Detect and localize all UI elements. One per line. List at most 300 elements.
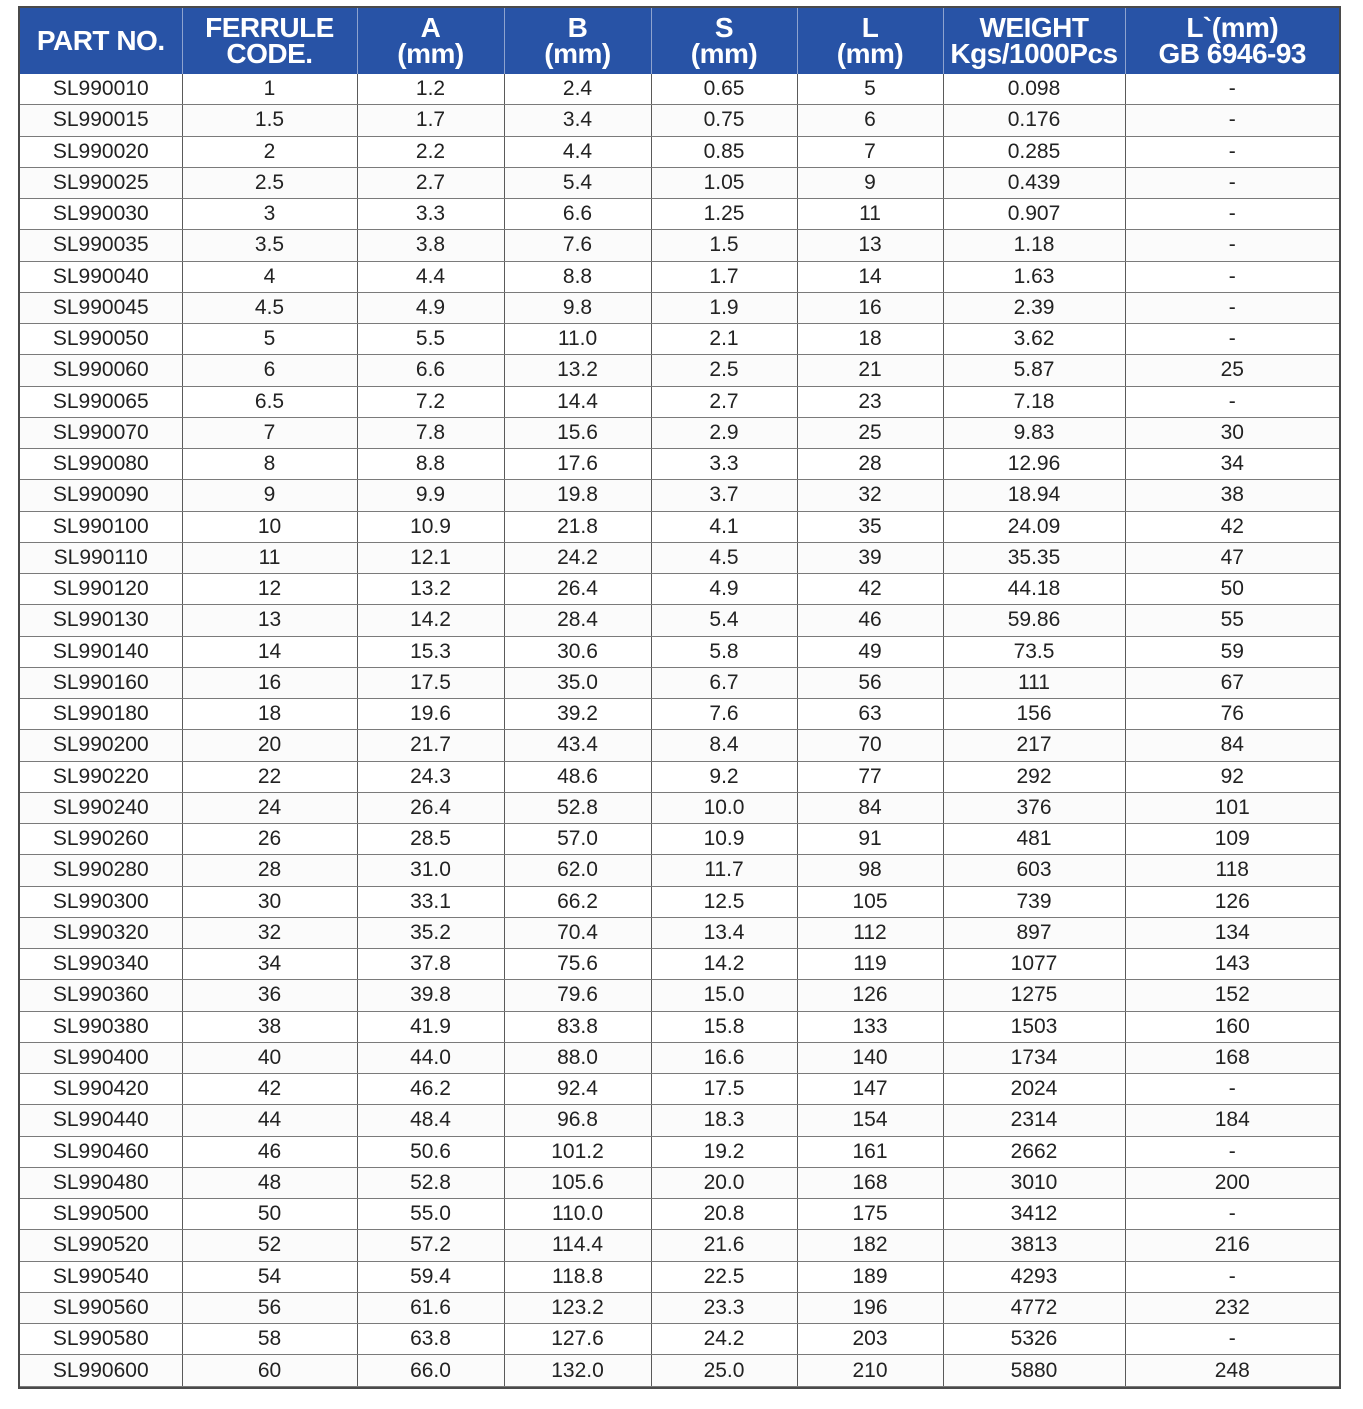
ferrule-code-cell: 5 <box>182 324 357 355</box>
part-no-cell: SL990010 <box>20 74 182 105</box>
b-cell: 110.0 <box>504 1199 651 1230</box>
table-row <box>20 574 1339 605</box>
weight-cell: 4772 <box>943 1292 1125 1323</box>
a-mm-header-line1: A <box>420 12 441 43</box>
a-cell: 24.3 <box>357 761 504 792</box>
l-mm-header-line2: (mm) <box>836 38 904 69</box>
table-row <box>20 74 1339 105</box>
l-prime-cell: 168 <box>1125 1042 1339 1073</box>
table-row <box>20 542 1339 573</box>
ferrule-code-cell: 42 <box>182 1074 357 1105</box>
s-cell: 2.1 <box>651 324 797 355</box>
l-prime-cell: - <box>1125 1136 1339 1167</box>
weight-cell: 5326 <box>943 1324 1125 1355</box>
s-cell: 4.1 <box>651 511 797 542</box>
table-row <box>20 1324 1339 1355</box>
l-cell: 16 <box>797 292 943 323</box>
weight-cell: 3412 <box>943 1199 1125 1230</box>
table-row <box>20 511 1339 542</box>
l-prime-cell: 34 <box>1125 449 1339 480</box>
ferrule-code-cell: 40 <box>182 1042 357 1073</box>
ferrule-code-cell: 18 <box>182 699 357 730</box>
l-prime-cell: 216 <box>1125 1230 1339 1261</box>
l-cell: 175 <box>797 1199 943 1230</box>
s-cell: 4.9 <box>651 574 797 605</box>
ferrule-code-cell: 4 <box>182 261 357 292</box>
table-row <box>20 1261 1339 1292</box>
s-cell: 1.05 <box>651 167 797 198</box>
table-row <box>20 292 1339 323</box>
table-row <box>20 1230 1339 1261</box>
part-no-cell: SL990065 <box>20 386 182 417</box>
l-cell: 56 <box>797 667 943 698</box>
l-cell: 203 <box>797 1324 943 1355</box>
l-cell: 11 <box>797 199 943 230</box>
ferrule-code-cell: 2.5 <box>182 167 357 198</box>
weight-cell: 1077 <box>943 949 1125 980</box>
a-cell: 41.9 <box>357 1011 504 1042</box>
weight-cell: 12.96 <box>943 449 1125 480</box>
ferrule-code-cell: 56 <box>182 1292 357 1323</box>
b-cell: 4.4 <box>504 136 651 167</box>
l-cell: 168 <box>797 1167 943 1198</box>
b-cell: 101.2 <box>504 1136 651 1167</box>
weight-cell: 897 <box>943 917 1125 948</box>
ferrule-code-cell: 60 <box>182 1355 357 1387</box>
l-cell: 63 <box>797 699 943 730</box>
s-cell: 2.7 <box>651 386 797 417</box>
table-row <box>20 230 1339 261</box>
ferrule-code-header <box>182 8 357 74</box>
l-prime-cell: 55 <box>1125 605 1339 636</box>
table-row <box>20 1011 1339 1042</box>
l-cell: 13 <box>797 230 943 261</box>
table-row <box>20 667 1339 698</box>
part-no-cell: SL990050 <box>20 324 182 355</box>
l-cell: 119 <box>797 949 943 980</box>
l-prime-cell: 160 <box>1125 1011 1339 1042</box>
part-no-cell: SL990060 <box>20 355 182 386</box>
table-row <box>20 1167 1339 1198</box>
b-cell: 52.8 <box>504 792 651 823</box>
l-prime-cell: 134 <box>1125 917 1339 948</box>
s-cell: 24.2 <box>651 1324 797 1355</box>
part-no-cell: SL990110 <box>20 542 182 573</box>
l-cell: 133 <box>797 1011 943 1042</box>
l-mm-header-line1: L <box>861 12 879 43</box>
l-cell: 189 <box>797 1261 943 1292</box>
a-cell: 1.2 <box>357 74 504 105</box>
a-cell: 31.0 <box>357 855 504 886</box>
l-cell: 32 <box>797 480 943 511</box>
part-no-cell: SL990380 <box>20 1011 182 1042</box>
part-no-cell: SL990140 <box>20 636 182 667</box>
table-header <box>20 8 1339 74</box>
weight-cell: 292 <box>943 761 1125 792</box>
s-cell: 20.8 <box>651 1199 797 1230</box>
l-cell: 42 <box>797 574 943 605</box>
ferrule-code-cell: 8 <box>182 449 357 480</box>
part-no-cell: SL990460 <box>20 1136 182 1167</box>
l-prime-cell: - <box>1125 261 1339 292</box>
l-prime-cell: 92 <box>1125 761 1339 792</box>
table-row <box>20 1136 1339 1167</box>
b-cell: 11.0 <box>504 324 651 355</box>
s-cell: 4.5 <box>651 542 797 573</box>
ferrule-spec-sheet <box>18 6 1341 1389</box>
ferrule-code-cell: 28 <box>182 855 357 886</box>
part-no-cell: SL990280 <box>20 855 182 886</box>
s-cell: 2.5 <box>651 355 797 386</box>
part-no-cell: SL990340 <box>20 949 182 980</box>
s-cell: 10.9 <box>651 824 797 855</box>
a-cell: 9.9 <box>357 480 504 511</box>
ferrule-code-header-line2: CODE. <box>226 38 313 69</box>
table-body <box>20 74 1339 1387</box>
a-cell: 61.6 <box>357 1292 504 1323</box>
part-no-cell: SL990045 <box>20 292 182 323</box>
ferrule-code-cell: 12 <box>182 574 357 605</box>
l-prime-cell: 232 <box>1125 1292 1339 1323</box>
l-cell: 6 <box>797 105 943 136</box>
table-row <box>20 1105 1339 1136</box>
weight-cell: 59.86 <box>943 605 1125 636</box>
table-row <box>20 792 1339 823</box>
weight-cell: 111 <box>943 667 1125 698</box>
table-row <box>20 386 1339 417</box>
s-cell: 22.5 <box>651 1261 797 1292</box>
a-cell: 37.8 <box>357 949 504 980</box>
l-prime-cell: 84 <box>1125 730 1339 761</box>
b-cell: 7.6 <box>504 230 651 261</box>
table-row <box>20 949 1339 980</box>
ferrule-code-cell: 24 <box>182 792 357 823</box>
a-cell: 7.2 <box>357 386 504 417</box>
weight-cell: 217 <box>943 730 1125 761</box>
b-cell: 88.0 <box>504 1042 651 1073</box>
table-row <box>20 199 1339 230</box>
ferrule-code-cell: 13 <box>182 605 357 636</box>
a-cell: 3.8 <box>357 230 504 261</box>
weight-cell: 1.18 <box>943 230 1125 261</box>
ferrule-code-cell: 46 <box>182 1136 357 1167</box>
ferrule-code-cell: 1.5 <box>182 105 357 136</box>
table-row <box>20 136 1339 167</box>
l-prime-cell: 50 <box>1125 574 1339 605</box>
l-cell: 14 <box>797 261 943 292</box>
weight-cell: 73.5 <box>943 636 1125 667</box>
l-mm-header <box>797 8 943 74</box>
part-no-cell: SL990070 <box>20 417 182 448</box>
a-cell: 10.9 <box>357 511 504 542</box>
table-row <box>20 1042 1339 1073</box>
s-cell: 14.2 <box>651 949 797 980</box>
a-cell: 28.5 <box>357 824 504 855</box>
weight-cell: 5.87 <box>943 355 1125 386</box>
weight-cell: 1.63 <box>943 261 1125 292</box>
l-prime-cell: 143 <box>1125 949 1339 980</box>
l-prime-cell: 109 <box>1125 824 1339 855</box>
s-cell: 6.7 <box>651 667 797 698</box>
s-cell: 0.75 <box>651 105 797 136</box>
weight-cell: 24.09 <box>943 511 1125 542</box>
a-cell: 50.6 <box>357 1136 504 1167</box>
b-cell: 105.6 <box>504 1167 651 1198</box>
part-no-cell: SL990360 <box>20 980 182 1011</box>
b-cell: 39.2 <box>504 699 651 730</box>
s-cell: 19.2 <box>651 1136 797 1167</box>
a-cell: 15.3 <box>357 636 504 667</box>
l-cell: 28 <box>797 449 943 480</box>
ferrule-code-cell: 10 <box>182 511 357 542</box>
a-cell: 17.5 <box>357 667 504 698</box>
l-cell: 140 <box>797 1042 943 1073</box>
ferrule-code-cell: 1 <box>182 74 357 105</box>
part-no-cell: SL990040 <box>20 261 182 292</box>
s-cell: 21.6 <box>651 1230 797 1261</box>
ferrule-code-cell: 7 <box>182 417 357 448</box>
l-prime-cell: - <box>1125 1324 1339 1355</box>
a-cell: 52.8 <box>357 1167 504 1198</box>
a-cell: 39.8 <box>357 980 504 1011</box>
l-prime-cell: 118 <box>1125 855 1339 886</box>
b-cell: 6.6 <box>504 199 651 230</box>
part-no-cell: SL990020 <box>20 136 182 167</box>
l-prime-cell: - <box>1125 292 1339 323</box>
s-cell: 0.85 <box>651 136 797 167</box>
part-no-cell: SL990100 <box>20 511 182 542</box>
ferrule-code-cell: 52 <box>182 1230 357 1261</box>
l-prime-cell: - <box>1125 74 1339 105</box>
l-prime-gb-header-line1: L`(mm) <box>1186 12 1279 43</box>
table-row <box>20 824 1339 855</box>
s-mm-header-line2: (mm) <box>690 38 758 69</box>
a-cell: 12.1 <box>357 542 504 573</box>
ferrule-code-cell: 3.5 <box>182 230 357 261</box>
a-cell: 57.2 <box>357 1230 504 1261</box>
ferrule-code-cell: 2 <box>182 136 357 167</box>
part-no-cell: SL990320 <box>20 917 182 948</box>
weight-header-line2: Kgs/1000Pcs <box>950 38 1118 69</box>
l-cell: 21 <box>797 355 943 386</box>
a-mm-header <box>357 8 504 74</box>
b-cell: 9.8 <box>504 292 651 323</box>
ferrule-code-cell: 44 <box>182 1105 357 1136</box>
l-prime-cell: 101 <box>1125 792 1339 823</box>
table-row <box>20 917 1339 948</box>
part-no-cell: SL990120 <box>20 574 182 605</box>
table-row <box>20 855 1339 886</box>
b-cell: 132.0 <box>504 1355 651 1387</box>
part-no-cell: SL990440 <box>20 1105 182 1136</box>
s-cell: 3.7 <box>651 480 797 511</box>
b-cell: 5.4 <box>504 167 651 198</box>
table-row <box>20 1292 1339 1323</box>
part-no-cell: SL990200 <box>20 730 182 761</box>
b-cell: 8.8 <box>504 261 651 292</box>
b-cell: 17.6 <box>504 449 651 480</box>
a-cell: 66.0 <box>357 1355 504 1387</box>
l-prime-cell: - <box>1125 1074 1339 1105</box>
l-cell: 18 <box>797 324 943 355</box>
weight-cell: 481 <box>943 824 1125 855</box>
weight-cell: 0.176 <box>943 105 1125 136</box>
a-cell: 63.8 <box>357 1324 504 1355</box>
a-cell: 48.4 <box>357 1105 504 1136</box>
a-cell: 4.4 <box>357 261 504 292</box>
b-cell: 35.0 <box>504 667 651 698</box>
weight-cell: 44.18 <box>943 574 1125 605</box>
s-mm-header-line1: S <box>714 12 734 43</box>
part-no-cell: SL990600 <box>20 1355 182 1387</box>
l-cell: 5 <box>797 74 943 105</box>
b-cell: 15.6 <box>504 417 651 448</box>
weight-cell: 156 <box>943 699 1125 730</box>
l-prime-cell: - <box>1125 167 1339 198</box>
s-cell: 8.4 <box>651 730 797 761</box>
l-prime-cell: 59 <box>1125 636 1339 667</box>
part-no-cell: SL990580 <box>20 1324 182 1355</box>
l-prime-cell: 67 <box>1125 667 1339 698</box>
l-prime-cell: 38 <box>1125 480 1339 511</box>
table-row <box>20 324 1339 355</box>
l-prime-gb-header-line2: GB 6946-93 <box>1158 38 1307 69</box>
part-no-cell: SL990130 <box>20 605 182 636</box>
a-cell: 2.7 <box>357 167 504 198</box>
part-no-cell: SL990480 <box>20 1167 182 1198</box>
ferrule-code-cell: 6.5 <box>182 386 357 417</box>
s-cell: 18.3 <box>651 1105 797 1136</box>
b-cell: 70.4 <box>504 917 651 948</box>
weight-cell: 376 <box>943 792 1125 823</box>
a-cell: 33.1 <box>357 886 504 917</box>
l-cell: 112 <box>797 917 943 948</box>
s-cell: 1.25 <box>651 199 797 230</box>
a-cell: 35.2 <box>357 917 504 948</box>
l-cell: 46 <box>797 605 943 636</box>
b-cell: 118.8 <box>504 1261 651 1292</box>
weight-cell: 0.439 <box>943 167 1125 198</box>
part-no-cell: SL990560 <box>20 1292 182 1323</box>
l-prime-cell: 184 <box>1125 1105 1339 1136</box>
ferrule-code-cell: 58 <box>182 1324 357 1355</box>
weight-cell: 0.098 <box>943 74 1125 105</box>
a-cell: 8.8 <box>357 449 504 480</box>
l-prime-gb-header <box>1125 8 1339 74</box>
b-cell: 62.0 <box>504 855 651 886</box>
table-row <box>20 105 1339 136</box>
a-cell: 59.4 <box>357 1261 504 1292</box>
part-no-cell: SL990160 <box>20 667 182 698</box>
table-row <box>20 417 1339 448</box>
a-cell: 19.6 <box>357 699 504 730</box>
l-prime-cell: - <box>1125 230 1339 261</box>
s-cell: 5.4 <box>651 605 797 636</box>
weight-cell: 4293 <box>943 1261 1125 1292</box>
part-no-cell: SL990540 <box>20 1261 182 1292</box>
part-no-cell: SL990035 <box>20 230 182 261</box>
l-prime-cell: - <box>1125 1199 1339 1230</box>
ferrule-code-cell: 22 <box>182 761 357 792</box>
s-cell: 20.0 <box>651 1167 797 1198</box>
b-cell: 30.6 <box>504 636 651 667</box>
l-cell: 126 <box>797 980 943 1011</box>
ferrule-code-cell: 3 <box>182 199 357 230</box>
table-row <box>20 261 1339 292</box>
l-cell: 91 <box>797 824 943 855</box>
b-cell: 24.2 <box>504 542 651 573</box>
s-cell: 23.3 <box>651 1292 797 1323</box>
table-row <box>20 699 1339 730</box>
weight-cell: 7.18 <box>943 386 1125 417</box>
part-no-cell: SL990260 <box>20 824 182 855</box>
b-cell: 2.4 <box>504 74 651 105</box>
ferrule-code-cell: 54 <box>182 1261 357 1292</box>
a-cell: 6.6 <box>357 355 504 386</box>
s-cell: 9.2 <box>651 761 797 792</box>
b-cell: 3.4 <box>504 105 651 136</box>
table-row <box>20 605 1339 636</box>
b-cell: 79.6 <box>504 980 651 1011</box>
weight-cell: 5880 <box>943 1355 1125 1387</box>
l-prime-cell: 30 <box>1125 417 1339 448</box>
part-no-cell: SL990180 <box>20 699 182 730</box>
ferrule-code-cell: 14 <box>182 636 357 667</box>
part-no-cell: SL990025 <box>20 167 182 198</box>
a-cell: 4.9 <box>357 292 504 323</box>
l-prime-cell: 25 <box>1125 355 1339 386</box>
s-cell: 7.6 <box>651 699 797 730</box>
s-cell: 25.0 <box>651 1355 797 1387</box>
ferrule-code-cell: 6 <box>182 355 357 386</box>
ferrule-code-cell: 34 <box>182 949 357 980</box>
table-row <box>20 1355 1339 1387</box>
l-cell: 147 <box>797 1074 943 1105</box>
b-mm-header-line2: (mm) <box>544 38 611 69</box>
ferrule-code-cell: 38 <box>182 1011 357 1042</box>
weight-cell: 2314 <box>943 1105 1125 1136</box>
weight-cell: 2.39 <box>943 292 1125 323</box>
l-cell: 161 <box>797 1136 943 1167</box>
ferrule-code-cell: 4.5 <box>182 292 357 323</box>
a-cell: 7.8 <box>357 417 504 448</box>
weight-header <box>943 8 1125 74</box>
b-cell: 66.2 <box>504 886 651 917</box>
a-cell: 5.5 <box>357 324 504 355</box>
part-no-cell: SL990220 <box>20 761 182 792</box>
a-cell: 1.7 <box>357 105 504 136</box>
table-row <box>20 480 1339 511</box>
header-row <box>20 8 1339 74</box>
weight-header-line1: WEIGHT <box>979 12 1089 43</box>
b-cell: 127.6 <box>504 1324 651 1355</box>
weight-cell: 9.83 <box>943 417 1125 448</box>
b-cell: 26.4 <box>504 574 651 605</box>
ferrule-code-cell: 16 <box>182 667 357 698</box>
s-cell: 13.4 <box>651 917 797 948</box>
ferrule-code-cell: 36 <box>182 980 357 1011</box>
weight-cell: 2662 <box>943 1136 1125 1167</box>
l-cell: 39 <box>797 542 943 573</box>
l-prime-cell: 248 <box>1125 1355 1339 1387</box>
l-prime-cell: - <box>1125 105 1339 136</box>
weight-cell: 35.35 <box>943 542 1125 573</box>
a-cell: 55.0 <box>357 1199 504 1230</box>
a-cell: 13.2 <box>357 574 504 605</box>
ferrule-code-cell: 26 <box>182 824 357 855</box>
part-no-cell: SL990090 <box>20 480 182 511</box>
ferrule-code-header-line1: FERRULE <box>205 12 334 43</box>
